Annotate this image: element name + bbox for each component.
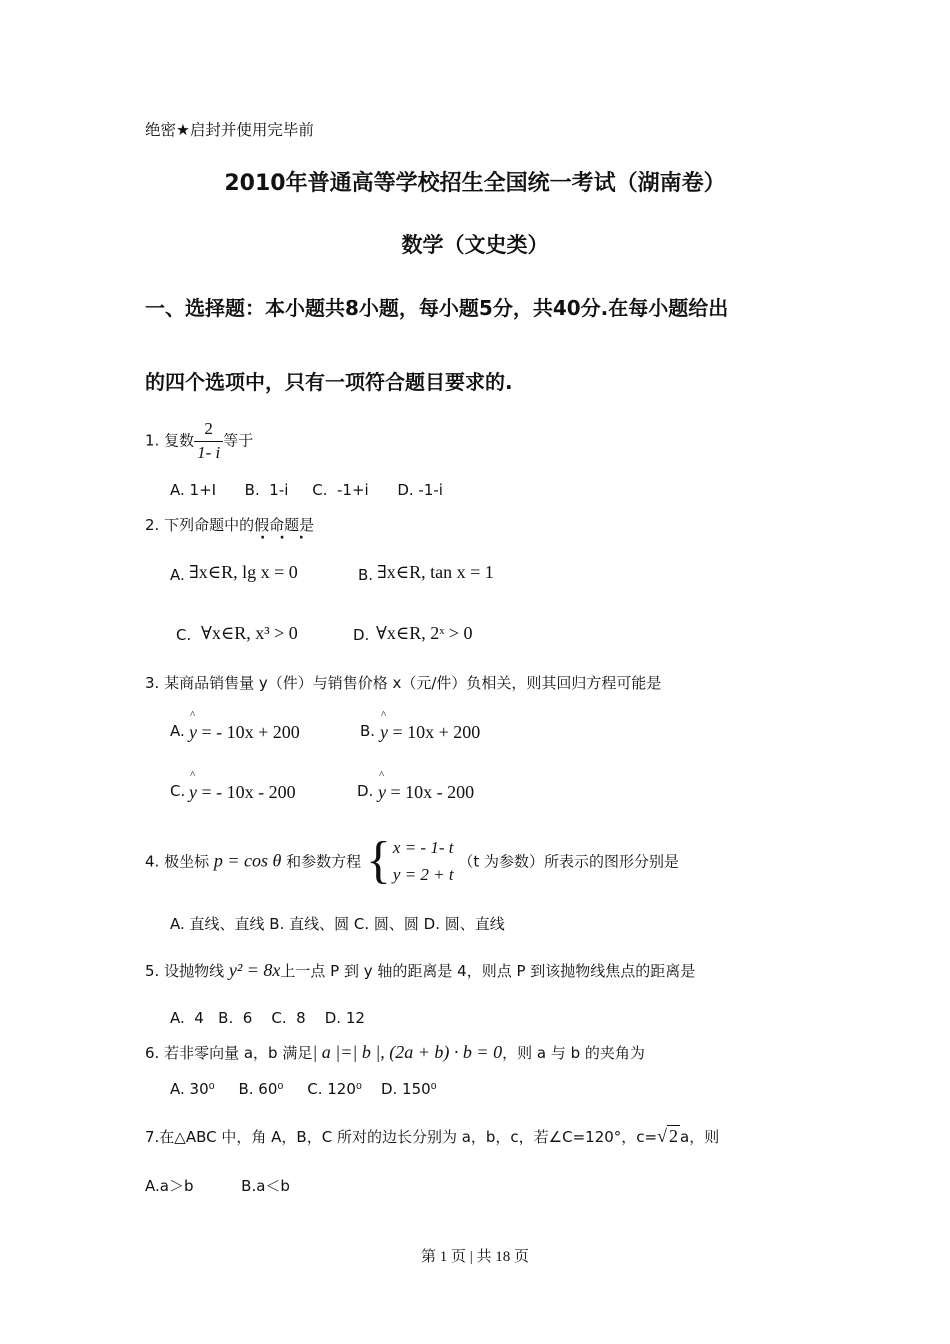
question-6 [145, 1042, 645, 1063]
q3-option-c-math: = - 10x - 200 [201, 782, 296, 802]
q1-fraction [194, 420, 223, 462]
q5-suffix: 上一点 P 到 y 轴的距离是 4，则点 P 到该抛物线焦点的距离是 [280, 962, 696, 980]
q7-sqrt-radicand: 2 [669, 1126, 678, 1146]
q6-options: A. 30⁰ B. 60⁰ C. 120⁰ D. 150⁰ [170, 1080, 437, 1098]
q1-frac-den: 1- i [197, 442, 221, 462]
q3-option-c [189, 782, 296, 803]
question-3: 3. 某商品销售量 y（件）与销售价格 x（元/件）负相关，则其回归方程可能是 [145, 674, 662, 692]
q4-polar: p = cos θ [213, 850, 282, 871]
q2-option-d-label: D. [353, 626, 370, 644]
q6-math: | a |=| b |, (2a + b) · b = 0 [312, 1042, 503, 1062]
q2-suffix: 是 [299, 516, 315, 534]
q3-option-a [189, 722, 300, 743]
q1-options: A. 1+I B. 1-i C. -1+i D. -1-i [170, 481, 443, 499]
q4-prefix: 4. 极坐标 [145, 852, 210, 871]
question-7 [145, 1126, 719, 1147]
q5-options: A. 4 B. 6 C. 8 D. 12 [170, 1009, 365, 1027]
q2-option-c-math: ∀x∈R, x³ > 0 [201, 623, 298, 643]
q3-b-yhat: ^ y [380, 722, 388, 743]
header-note: 绝密★启封并使用完毕前 [145, 121, 314, 139]
q1-prefix: 1. 复数 [145, 431, 195, 450]
q3-option-b-label: B. [360, 722, 376, 740]
q2-option-b-math: ∃x∈R, tan x = 1 [377, 562, 494, 582]
q7-prefix: 7.在△ABC 中，角 A，B，C 所对的边长分别为 a，b，c，若∠C=120°，c= [145, 1128, 658, 1146]
q3-option-b-math: = 10x + 200 [392, 722, 481, 742]
q6-suffix: ，则 a 与 b 的夹角为 [502, 1044, 645, 1062]
q5-prefix: 5. 设抛物线 [145, 962, 225, 980]
q3-a-yhat: ^ y [189, 722, 197, 743]
question-1 [145, 420, 253, 462]
q2-prefix: 2. 下列命题中的 [145, 516, 255, 534]
q4-suffix: （t 为参数）所表示的图形分别是 [458, 852, 680, 871]
q1-suffix: 等于 [223, 431, 254, 450]
question-4 [145, 834, 679, 888]
q3-option-b [380, 722, 480, 743]
q3-option-d-math: = 10x - 200 [390, 782, 475, 802]
q4-eq1: x = - 1- t [392, 838, 454, 857]
q4-eq2: y = 2 + t [392, 865, 454, 885]
q3-option-c-label: C. [170, 782, 186, 800]
q2-option-c-label: C. [176, 626, 192, 644]
q3-option-d-label: D. [357, 782, 374, 800]
q2-option-a-label: A. [170, 566, 185, 584]
question-5 [145, 960, 695, 981]
q4-brace: { [365, 832, 391, 890]
exam-subtitle: 数学（文史类） [401, 233, 549, 257]
q7-options: A.a＞b B.a＜b [145, 1177, 290, 1195]
q3-option-a-math: = - 10x + 200 [201, 722, 300, 742]
page-footer: 第 1 页 | 共 18 页 [420, 1249, 529, 1265]
q5-math: y² = 8x [228, 960, 281, 980]
q1-frac-num: 2 [194, 420, 223, 442]
q2-emphasis-dots: ··· [260, 530, 318, 546]
q3-c-yhat: ^ y [189, 782, 197, 803]
section1-heading-line2: 的四个选项中，只有一项符合题目要求的. [145, 370, 513, 394]
q2-option-b-label: B. [358, 566, 374, 584]
q4-system [393, 834, 454, 888]
q6-prefix: 6. 若非零向量 a，b 满足 [145, 1044, 313, 1062]
q7-sqrt: √ 2 [657, 1126, 678, 1146]
q3-option-a-label: A. [170, 722, 185, 740]
exam-title: 2010年普通高等学校招生全国统一考试（湖南卷） [224, 171, 726, 196]
q3-d-yhat: ^ y [378, 782, 386, 803]
q2-option-a-math: ∃x∈R, lg x = 0 [189, 562, 298, 582]
q4-options: A. 直线、直线 B. 直线、圆 C. 圆、圆 D. 圆、直线 [170, 915, 505, 933]
section1-heading-line1: 一、选择题：本小题共8小题，每小题5分，共40分.在每小题给出 [145, 296, 729, 320]
q2-option-d-math: ∀x∈R, 2ˣ > 0 [376, 623, 473, 643]
q2-emphasis: 假命题 [254, 516, 300, 534]
q7-suffix: a，则 [680, 1128, 720, 1146]
q4-mid: 和参数方程 [286, 852, 362, 871]
q3-option-d [378, 782, 474, 803]
